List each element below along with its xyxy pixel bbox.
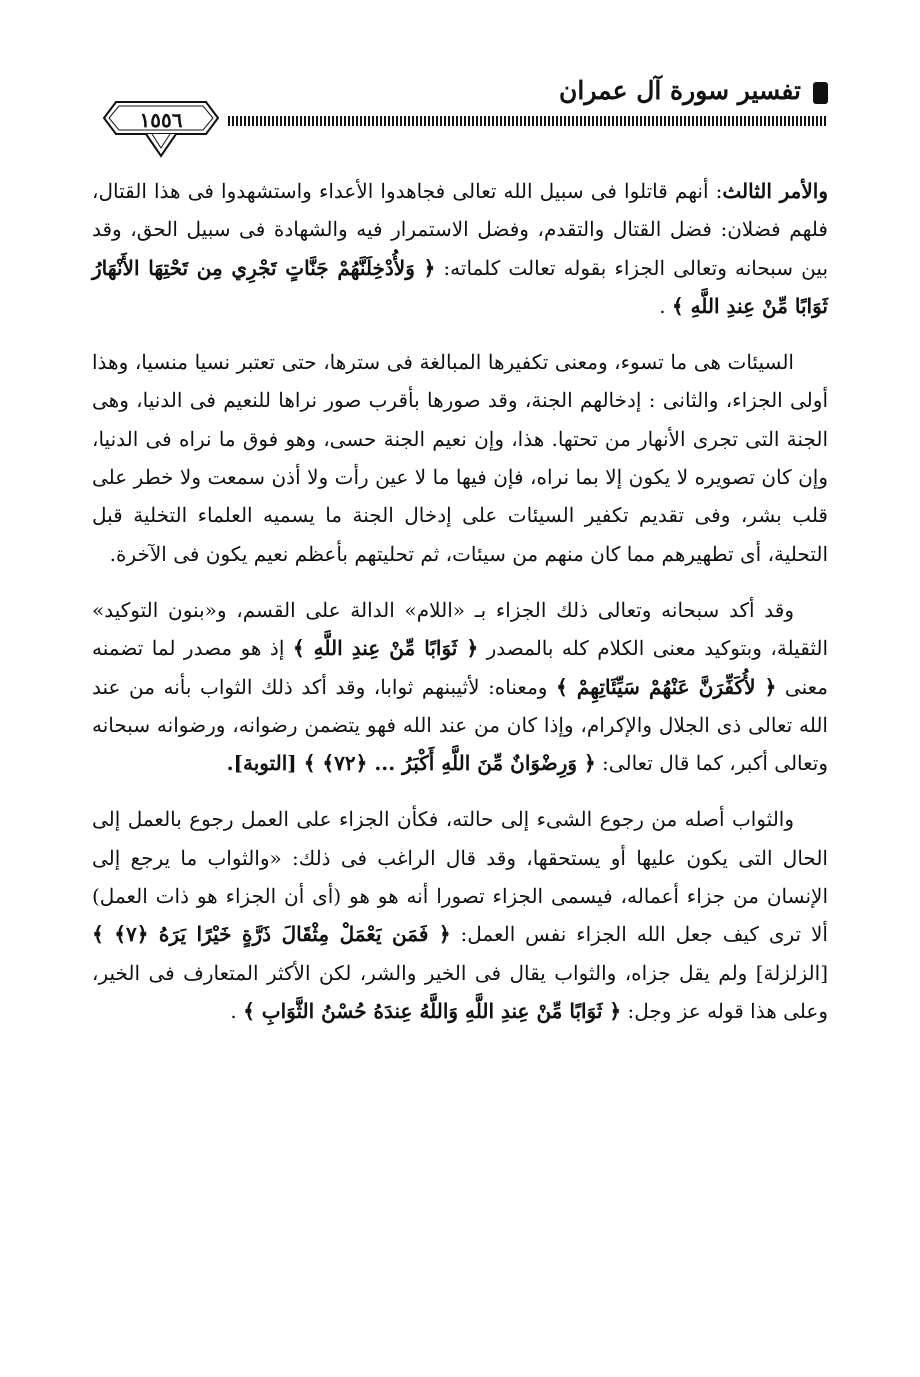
quran-verse: ﴿ ثَوَابًا مِّنْ عِندِ اللَّهِ ﴾ [292,636,479,661]
paragraph-text: والثواب أصله من رجوع الشىء إلى حالته، فكأن الجزاء على العمل رجوع بالعمل إلى الحال التى يكون عليها أو يستحقها، وقد قال الراغب فى ذلك: «والثواب ما يرجع إلى الإنسان من جزاء أعماله، فيسمى الجزاء تصورا أنه هو هو (أى أن الجزاء هو ذات العمل) ألا ترى كيف جعل الله الجزاء نفس العمل: [92,807,828,947]
header-rule [228,116,828,126]
page-number-badge [96,96,226,160]
running-title [559,76,828,105]
page-body [92,172,828,1048]
page-header [96,60,828,160]
running-title-text: تفسير سورة آل عمران [559,76,801,105]
quran-verse: ﴿ وَرِضْوَانٌ مِّنَ اللَّهِ أَكْبَرُ ... ﴿٧٢﴾ ﴾ [303,751,596,776]
paragraph-text: وقد أكد سبحانه وتعالى ذلك الجزاء بـ «اللام» الدالة على القسم، و«بنون التوكيد» الثقيلة، وبتوكيد معنى الكلام كله بالمصدر [92,597,829,661]
quran-verse: ﴿ وَلأُدْخِلَنَّهُمْ جَنَّاتٍ تَجْرِي مِن تَحْتِهَا الأَنْهَارُ ثَوَابًا مِّنْ عِندِ اللَّهِ ﴾ [92,255,828,318]
paragraph-4 [92,800,828,1030]
quran-verse: ﴿ ثَوَابًا مِّنْ عِندِ اللَّهِ وَاللَّهُ عِندَهُ حُسْنُ الثَّوَابِ ﴾ [243,998,622,1023]
quran-verse: ﴿ فَمَن يَعْمَلْ مِثْقَالَ ذَرَّةٍ خَيْرًا يَرَهُ ﴿٧﴾ ﴾ [92,922,451,947]
paragraph-text: : أنهم قاتلوا فى سبيل الله تعالى فجاهدوا الأعداء واستشهدوا فى هذا القتال، فلهم فضلان: فضل القتال والتقدم، وفضل الاستمرار فيه والشهادة فى سبيل الحق، وقد بين سبحانه وتعالى الجزاء بقوله تعالت كلماته: [92,179,829,280]
paragraph-2 [92,343,828,573]
paragraph-text: . [230,998,244,1023]
paragraph-text: السيئات هى ما تسوء، ومعنى تكفيرها المبالغة فى سترها، حتى تعتبر نسيا منسيا، وهذا أولى الجزاء، والثانى : إدخالهم الجنة، وقد صورها بأقرب صور نراها للنعيم فى الدنيا، وهى الجنة التى تجرى الأنهار من تحتها. هذا، وإن نعيم الجنة حسى، وهو فوق ما نراه فى الدنيا، وإن كان تصويره لا يكون إلا بما نراه، فإن فيها ما لا عين رأت ولا أذن سمعت ولا خطر على قلب بشر، وفى تقديم تكفير السيئات على إدخال الجنة ما يسميه العلماء التخلية قبل التحلية، أى تطهيرهم مما كان منهم من سيئات، ثم تحليتهم بأعظم نعيم يكون فى الآخرة. [92,350,828,566]
paragraph-3 [92,591,828,782]
paragraph-text: [الزلزلة] ولم يقل جزاه، والثواب يقال فى الخير والشر، لكن الأكثر المتعارف فى الخير، وعلى هذا قوله عز وجل: [92,960,828,1023]
title-ornament-icon [813,82,828,104]
quran-verse: ﴿ لأُكَفِّرَنَّ عَنْهُمْ سَيِّئَاتِهِمْ ﴾ [556,674,777,699]
paragraph-1 [92,172,828,325]
paragraph-text: إذ هو مصدر لما تضمنه معنى [92,636,828,699]
paragraph-text: . [659,293,672,318]
surah-reference: [التوبة]. [226,751,304,776]
section-lead: والأمر الثالث [722,179,829,203]
paragraph-text: ومعناه: لأثيبنهم ثوابا، وقد أكد ذلك الثواب بأنه من عند الله تعالى ذى الجلال والإكرام، وإذا كان من عند الله فهو يتضمن رضوانه، ورضوانه سبحانه وتعالى أكبر، كما قال تعالى: [92,674,828,776]
page-number: ١٥٥٦ [139,108,183,132]
